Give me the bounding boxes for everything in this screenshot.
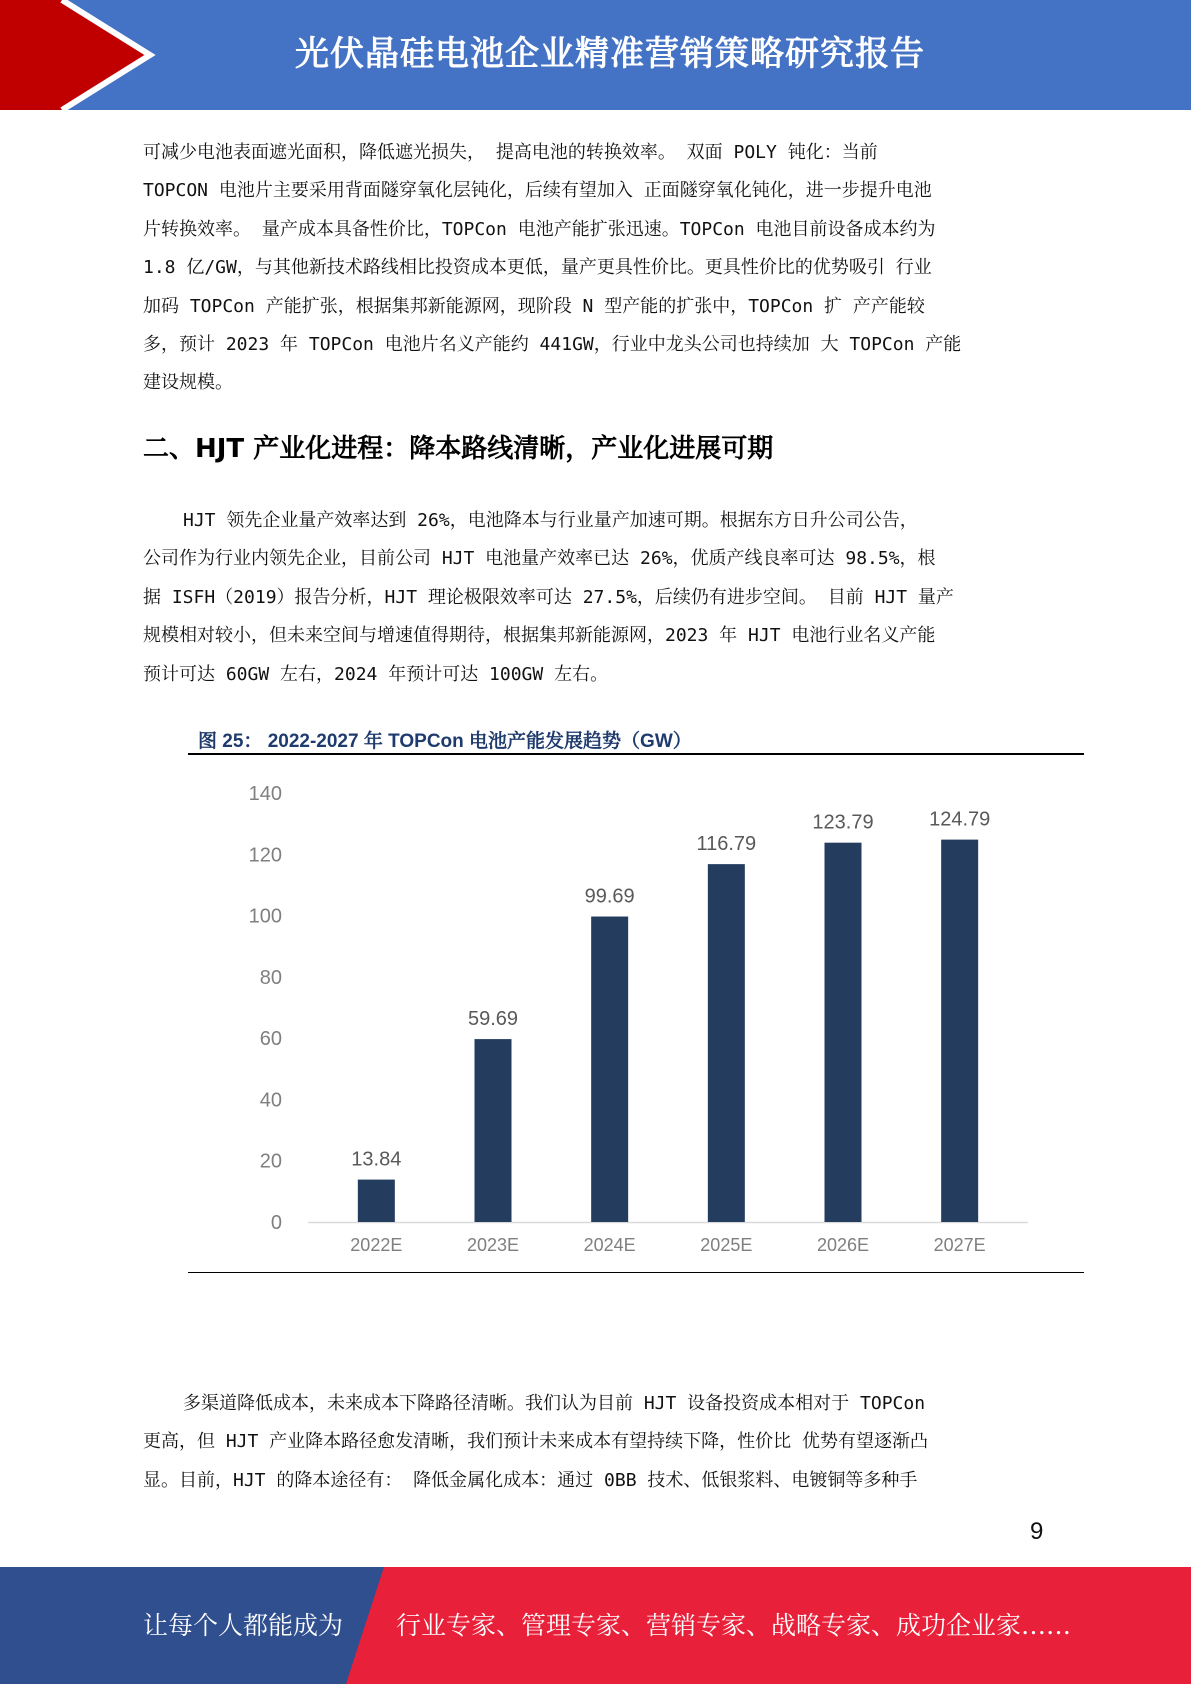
text-line: 可减少电池表面遮光面积，降低遮光损失， 提高电池的转换效率。 双面 POLY 钝化：当前 bbox=[143, 142, 878, 163]
data-label: 116.79 bbox=[696, 833, 757, 856]
y-tick-label: 40 bbox=[259, 1089, 282, 1112]
paragraph-hjt bbox=[143, 502, 1048, 694]
bar-2022E bbox=[358, 1180, 395, 1222]
footer-slogan-left: 让每个人都能成为 bbox=[143, 1611, 344, 1640]
report-title: 光伏晶硅电池企业精准营销策略研究报告 bbox=[295, 34, 925, 74]
text-line: 加码 TOPCon 产能扩张，根据集邦新能源网，现阶段 N 型产能的扩张中，TOPCon 扩 产产能较 bbox=[143, 295, 925, 317]
x-tick-label: 2022E bbox=[350, 1235, 403, 1255]
y-tick-label: 140 bbox=[248, 783, 282, 805]
y-tick-label: 120 bbox=[248, 844, 282, 867]
x-tick-label: 2025E bbox=[700, 1235, 753, 1255]
footer-slogan-right: 行业专家、管理专家、营销专家、战略专家、成功企业家…… bbox=[396, 1611, 1072, 1640]
section-heading: 二、HJT 产业化进程：降本路线清晰，产业化进展可期 bbox=[143, 434, 774, 464]
page-footer bbox=[0, 1567, 1191, 1684]
text-line: 片转换效率。 量产成本具备性价比，TOPCon 电池产能扩张迅速。TOPCon 电池目前设备成本约为 bbox=[143, 218, 936, 240]
text-line: 公司作为行业内领先企业，目前公司 HJT 电池量产效率已达 26%，优质产线良率可达 98.5%，根 bbox=[143, 548, 936, 570]
text-line: 更高，但 HJT 产业降本路径愈发清晰，我们预计未来成本有望持续下降，性价比 优势有望逐渐凸 bbox=[143, 1431, 929, 1453]
figure-top-rule bbox=[188, 753, 1084, 755]
y-tick-label: 0 bbox=[270, 1212, 282, 1234]
text-line: HJT 领先企业量产效率达到 26%，电池降本与行业量产加速可期。根据东方日升公司公告， bbox=[183, 510, 918, 531]
bar-2024E bbox=[591, 917, 628, 1222]
bar-2023E bbox=[475, 1039, 512, 1222]
bar-chart bbox=[188, 760, 1084, 1260]
data-label: 99.69 bbox=[584, 885, 635, 908]
text-line: TOPCON 电池片主要采用背面隧穿氧化层钝化，后续有望加入 正面隧穿氧化钝化，进一步提升电池 bbox=[143, 180, 932, 202]
chart-labels-group bbox=[350, 809, 990, 1255]
bar-2026E bbox=[825, 843, 862, 1222]
text-line: 建设规模。 bbox=[143, 372, 233, 394]
paragraph-cost bbox=[143, 1385, 1048, 1500]
bar-2027E bbox=[941, 840, 978, 1222]
data-label: 13.84 bbox=[351, 1148, 402, 1171]
data-label: 123.79 bbox=[812, 811, 874, 834]
data-label: 124.79 bbox=[929, 808, 991, 831]
y-tick-label: 20 bbox=[259, 1150, 282, 1173]
figure-bottom-rule bbox=[188, 1272, 1084, 1273]
chart-bars-group bbox=[358, 840, 978, 1222]
text-line: 显。目前，HJT 的降本途径有： 降低金属化成本：通过 0BB 技术、低银浆料、电镀铜等多种手 bbox=[143, 1469, 918, 1491]
x-tick-label: 2026E bbox=[816, 1235, 870, 1255]
x-tick-label: 2024E bbox=[583, 1235, 636, 1255]
text-line: 多，预计 2023 年 TOPCon 电池片名义产能约 441GW，行业中龙头公司也持续加 大 TOPCon 产能 bbox=[143, 333, 962, 355]
text-line: 多渠道降低成本，未来成本下降路径清晰。我们认为目前 HJT 设备投资成本相对于 TOPCon bbox=[183, 1393, 926, 1414]
text-line: 预计可达 60GW 左右，2024 年预计可达 100GW 左右。 bbox=[143, 663, 609, 685]
paragraph-topcon bbox=[143, 134, 1048, 403]
page-header bbox=[0, 0, 1191, 110]
text-line: 规模相对较小，但未来空间与增速值得期待，根据集邦新能源网，2023 年 HJT 电池行业名义产能 bbox=[143, 625, 936, 647]
y-tick-label: 60 bbox=[259, 1028, 282, 1051]
x-tick-label: 2027E bbox=[933, 1235, 986, 1255]
data-label: 59.69 bbox=[467, 1008, 519, 1031]
y-tick-label: 80 bbox=[259, 966, 282, 989]
text-line: 据 ISFH（2019）报告分析，HJT 理论极限效率可达 27.5%，后续仍有进步空间。 目前 HJT 量产 bbox=[143, 586, 954, 608]
figure-caption: 图 25： 2022-2027 年 TOPCon 电池产能发展趋势（GW） bbox=[198, 731, 692, 752]
bar-2025E bbox=[708, 864, 745, 1222]
page-number: 9 bbox=[1030, 1518, 1044, 1545]
text-line: 1.8 亿/GW，与其他新技术路线相比投资成本更低，量产更具性价比。更具性价比的优势吸引 行业 bbox=[143, 257, 932, 279]
y-tick-label: 100 bbox=[248, 905, 282, 928]
x-tick-label: 2023E bbox=[466, 1235, 520, 1255]
